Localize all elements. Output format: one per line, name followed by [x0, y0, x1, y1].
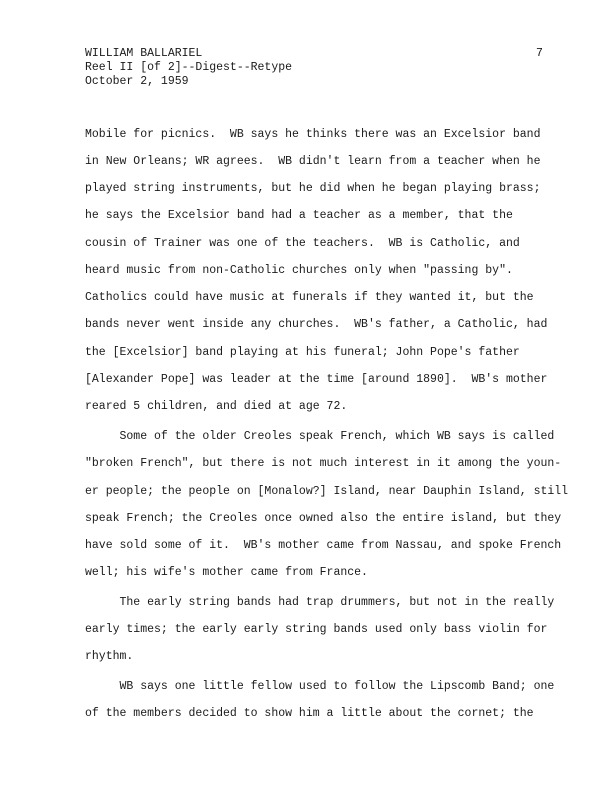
- interviewee-name: WILLIAM BALLARIEL: [85, 47, 203, 60]
- text-line: Catholics could have music at funerals if they wanted it, but the: [85, 291, 534, 304]
- text-line: the [Excelsior] band playing at his funeral; John Pope's father: [85, 346, 520, 359]
- text-line: Some of the older Creoles speak French, which WB says is called: [85, 430, 555, 443]
- text-line: [Alexander Pope] was leader at the time [around 1890]. WB's mother: [85, 373, 548, 386]
- text-line: Mobile for picnics. WB says he thinks there was an Excelsior band: [85, 128, 541, 141]
- text-line: have sold some of it. WB's mother came from Nassau, and spoke French: [85, 539, 562, 552]
- text-line: well; his wife's mother came from France.: [85, 566, 368, 579]
- text-line: The early string bands had trap drummers, but not in the really: [85, 596, 555, 609]
- page-number: 7: [536, 47, 543, 60]
- text-line: cousin of Trainer was one of the teachers. WB is Catholic, and: [85, 237, 520, 250]
- text-line: early times; the early early string bands used only bass violin for: [85, 623, 548, 636]
- text-line: he says the Excelsior band had a teacher as a member, that the: [85, 209, 513, 222]
- text-line: in New Orleans; WR agrees. WB didn't learn from a teacher when he: [85, 155, 541, 168]
- text-line: er people; the people on [Monalow?] Island, near Dauphin Island, still: [85, 485, 569, 498]
- text-line: speak French; the Creoles once owned also the entire island, but they: [85, 512, 562, 525]
- text-line: WB says one little fellow used to follow the Lipscomb Band; one: [85, 680, 555, 693]
- text-line: bands never went inside any churches. WB's father, a Catholic, had: [85, 318, 548, 331]
- interview-date: October 2, 1959: [85, 75, 189, 88]
- text-line: reared 5 children, and died at age 72.: [85, 400, 348, 413]
- text-line: played string instruments, but he did when he began playing brass;: [85, 182, 541, 195]
- text-line: rhythm.: [85, 650, 134, 663]
- reel-info: Reel II [of 2]--Digest--Retype: [85, 61, 293, 74]
- text-line: "broken French", but there is not much interest in it among the youn-: [85, 457, 562, 470]
- text-line: heard music from non-Catholic churches only when "passing by".: [85, 264, 513, 277]
- text-line: of the members decided to show him a little about the cornet; the: [85, 707, 534, 720]
